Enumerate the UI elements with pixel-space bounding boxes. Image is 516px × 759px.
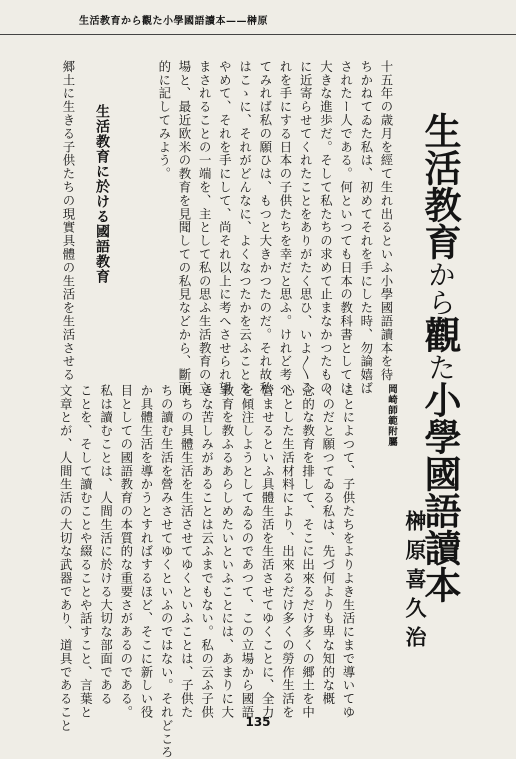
author-affiliation: 岡崎師範附屬 [386, 384, 397, 447]
body-line: きな苦しみがあることは云ふまでもない。私の云ふ子供 [199, 384, 215, 719]
body-line: 教育を教ふるあらしめたいといふことには、あまりに大 [219, 384, 235, 719]
body-line: やめて、それを手にして、尚それ以上に考へさせられ望 [217, 60, 233, 395]
article-body-continuation [58, 60, 78, 382]
body-line: まされることの一端を、主として私の思ふ生活教育の立 [197, 60, 213, 395]
body-line: されたー人である。何といつても日本の教科書としては [338, 60, 354, 395]
body-line: に近寄らせてくれたことをありがたく思ひ、いよ〳〵こ [298, 60, 314, 394]
title-part: から [424, 260, 457, 316]
author-name: 榊原喜久治 [403, 510, 428, 655]
running-header [0, 0, 516, 35]
title-part: た [424, 353, 457, 381]
body-line: 私は讀むことは、人間生活に於ける大切な部面である [98, 384, 114, 706]
running-title: 生活教育から觀た小學國語讀本——榊原 [79, 16, 268, 27]
body-line: てみれば私の願ひは、もつと大きかつたのだ。それ故私 [257, 60, 273, 395]
title-part: 生活教育 [418, 112, 462, 260]
body-line: 的に記してみよう。 [156, 60, 172, 181]
article-body-top [154, 60, 396, 395]
body-line: 營ませるといふ具體生活を生活させてゆくことに、全力 [260, 384, 276, 719]
body-line: れを手にする日本の子供たちを幸だと思ふ。けれど考へ [277, 60, 293, 395]
body-line: ちかねてゐた私は、初めてそれを手にした時、勿論嬉ば [358, 60, 374, 395]
section-heading: 生活教育に於ける國語教育 [94, 104, 110, 284]
body-line: 場と、最近欧米の教育を見聞しての私見などから、斷面 [176, 60, 192, 395]
body-line: 文章とが、人間生活の大切な武器であり、道具であること [58, 384, 74, 733]
body-line: 念的な教育を排して、そこに出來るだけ多くの郷土を中 [300, 384, 316, 719]
body-line: ことによつて、子供たちをよりよき生活にまで導いてゆ [341, 384, 356, 719]
body-line: か具體生活を導かうとすればするほど、そこに新しい役 [138, 384, 154, 719]
body-line: くのだと願つてゐる私は、先づ何よりも卑な知的な概 [320, 384, 336, 706]
body-line: はこゝに、それがどんなに、よくなつたかを云ふことを [237, 60, 253, 395]
title-part: 小學國語讀本 [418, 381, 462, 603]
body-line: 郷土に生きる子供たちの現實具體の生活を生活させる [61, 60, 76, 382]
body-line: 大きな進歩だ。そして私たちの求めて止まなかつたもの [318, 60, 334, 395]
body-line: 心とした生活材料により、出來るだけ多くの勞作生活を [280, 384, 296, 719]
title-part: 觀 [418, 316, 462, 353]
page-number: 135 [245, 715, 271, 729]
body-line: ちの讀む生活を營みさせてゆくといふのではない。それどころ [159, 384, 175, 759]
body-line: 目としての國語教育の本質的な重要さがあるのである。 [118, 384, 134, 719]
body-line: 十五年の歳月を經て生れ出るといふ小學國語讀本を待 [379, 60, 394, 382]
body-line: ことを、そして讀むことや綴ることや話すこと、言葉と [78, 384, 94, 719]
body-line: を傾注しようとしてゐるのであつて、この立場から國語 [239, 384, 255, 719]
body-line: たちの具體生活を生活させてゆくといふことは、子供た [179, 384, 195, 719]
